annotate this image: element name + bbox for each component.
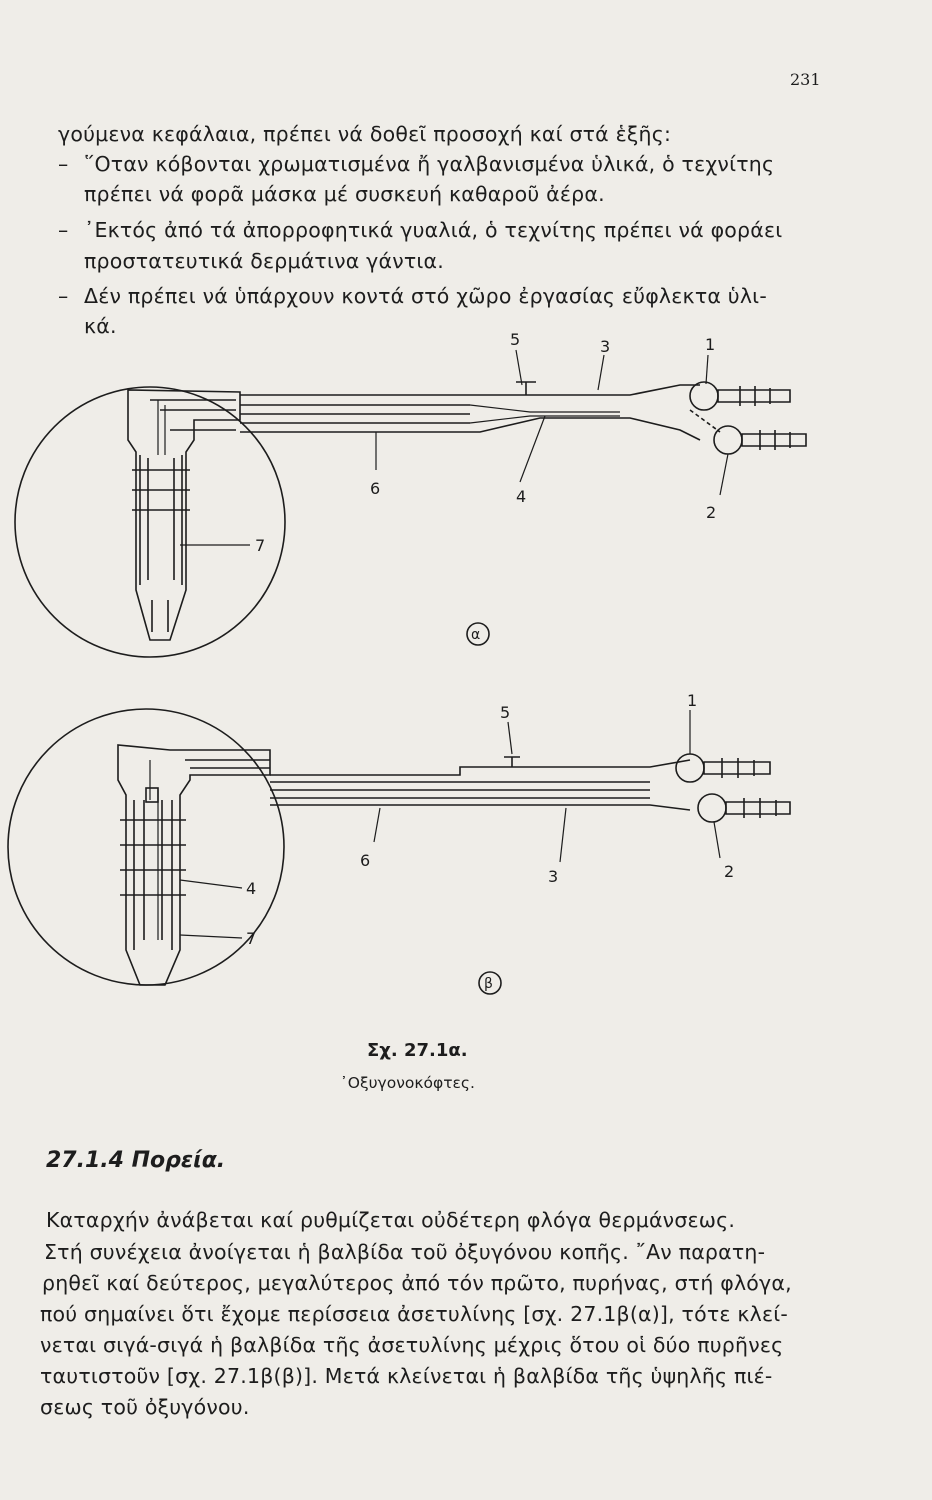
label-4: 4 — [516, 487, 527, 506]
detail-circle-a — [15, 387, 285, 657]
figure-caption-number: Σχ. 27.1α. — [367, 1040, 468, 1061]
bullet-line: προστατευτικά δερμάτινα γάντια. — [84, 249, 444, 273]
label-1: 1 — [705, 335, 716, 354]
label-3: 3 — [548, 867, 559, 886]
bullet-dash: – — [58, 152, 69, 176]
label-6: 6 — [370, 479, 381, 498]
label-5: 5 — [500, 703, 511, 722]
label-3: 3 — [600, 337, 611, 356]
leaders-b — [180, 710, 720, 938]
bullet-line: κά. — [84, 314, 117, 338]
bullet-dash: – — [58, 218, 69, 242]
label-6: 6 — [360, 851, 371, 870]
body-line: Καταρχήν ἀνάβεται καί ρυθμίζεται οὐδέτερη φλόγα θερμάνσεως. — [46, 1208, 736, 1232]
bullet-line: ᾿Εκτός ἀπό τά ἀπορροφητικά γυαλιά, ὁ τεχνίτης πρέπει νά φοράει — [84, 218, 783, 242]
bullet-line: Δέν πρέπει νά ὑπάρχουν κοντά στό χῶρο ἐργασίας εὔφλεκτα ὑλι- — [84, 284, 767, 308]
body-line: σεως τοῦ ὀξυγόνου. — [40, 1395, 250, 1419]
figure-caption-text: ᾿Οξυγονοκόφτες. — [340, 1074, 475, 1092]
bullet-line: πρέπει νά φορᾶ μάσκα μέ συσκευή καθαροῦ ἀέρα. — [84, 182, 605, 206]
body-line: πού σημαίνει ὅτι ἔχομε περίσσεια ἀσετυλίνης [σχ. 27.1β(α)], τότε κλεί- — [40, 1302, 789, 1326]
label-2: 2 — [724, 862, 735, 881]
body-line: ταυτιστοῦν [σχ. 27.1β(β)]. Μετά κλείνεται ἡ βαλβίδα τῆς ὑψηλῆς πιέ- — [40, 1364, 773, 1388]
nozzle-detail-b — [118, 745, 270, 985]
page-number: 231 — [790, 70, 821, 89]
label-2: 2 — [706, 503, 717, 522]
body-line: Στή συνέχεια ἀνοίγεται ἡ βαλβίδα τοῦ ὀξυγόνου κοπῆς. ῎Αν παρατη- — [44, 1240, 766, 1264]
label-7: 7 — [255, 536, 266, 555]
nozzle-detail-a — [128, 390, 240, 640]
body-line: ρηθεῖ καί δεύτερος, μεγαλύτερος ἀπό τόν πρῶτο, πυρήνας, στή φλόγα, — [42, 1271, 792, 1295]
panel-a — [15, 330, 806, 657]
label-5: 5 — [510, 330, 521, 349]
bullet-line: ῞Οταν κόβονται χρωματισμένα ἤ γαλβανισμένα ὑλικά, ὁ τεχνίτης — [84, 152, 775, 176]
intro-line: γούμενα κεφάλαια, πρέπει νά δοθεῖ προσοχή καί στά ἑξῆς: — [58, 122, 672, 146]
body-line: νεται σιγά-σιγά ἡ βαλβίδα τῆς ἀσετυλίνης μέχρις ὅτου οἱ δύο πυρῆνες — [40, 1333, 784, 1357]
label-7: 7 — [246, 929, 257, 948]
bullet-dash: – — [58, 284, 69, 308]
label-4: 4 — [246, 879, 257, 898]
cutting-torch-figure — [0, 320, 932, 1020]
panel-a-marker: α — [471, 627, 481, 643]
panel-b — [8, 691, 790, 994]
panel-b-marker: β — [484, 976, 493, 992]
label-1: 1 — [687, 691, 698, 710]
section-heading: 27.1.4 Πορεία. — [46, 1148, 226, 1173]
torch-body-b — [270, 754, 790, 822]
torch-body-a — [240, 382, 806, 454]
